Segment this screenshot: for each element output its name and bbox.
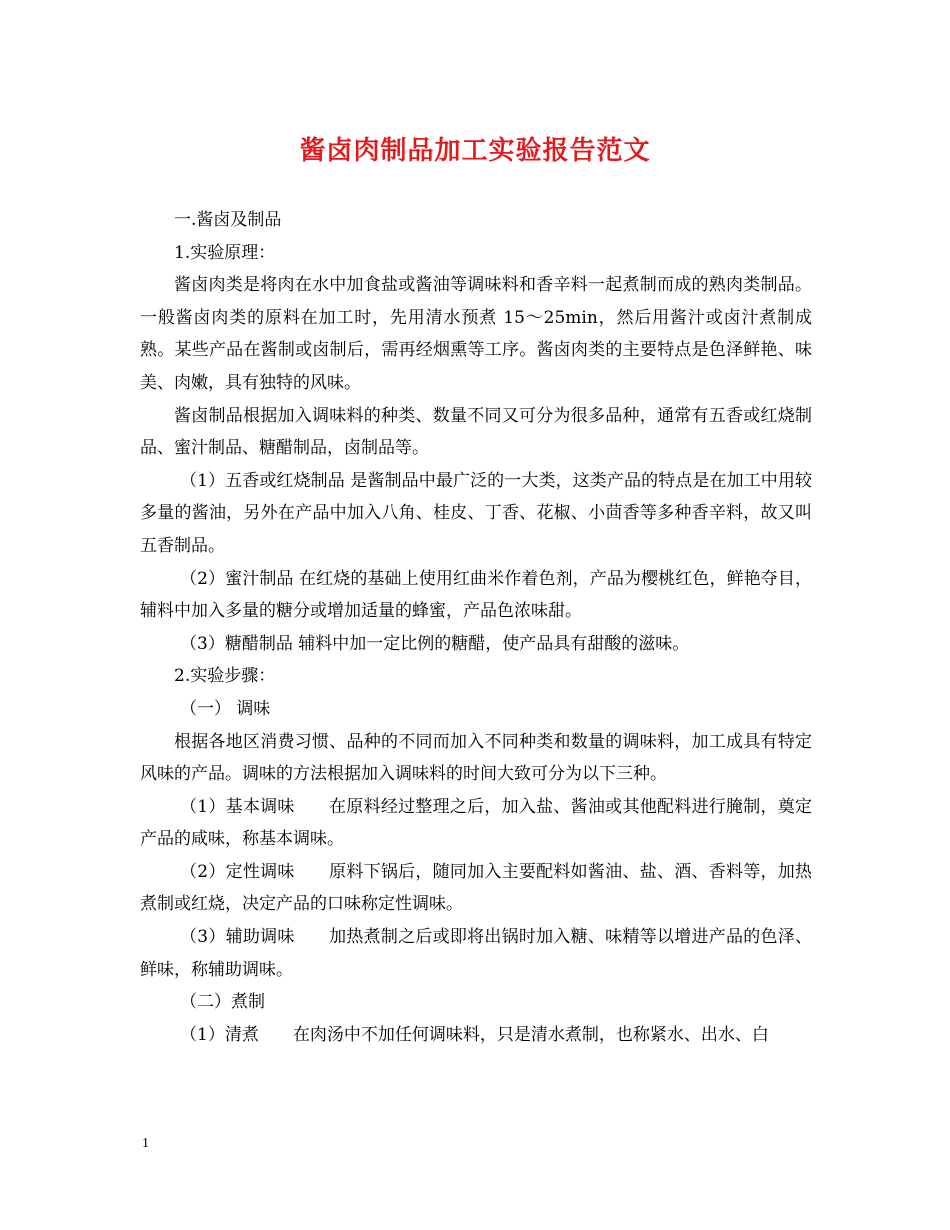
body-paragraph: 根据各地区消费习惯、品种的不同而加入不同种类和数量的调味料，加工成具有特定风味的产品。调味的方法根据加入调味料的时间大致可分为以下三种。 [140, 731, 812, 785]
subsection-heading: （一） 调味 [180, 698, 271, 719]
list-item: （2）蜜汁制品 在红烧的基础上使用红曲米作着色剂，产品为樱桃红色，鲜艳夺目，辅料中加入多量的糖分或增加适量的蜂蜜，产品色浓味甜。 [140, 568, 812, 622]
list-item: （3）辅助调味 加热煮制之后或即将出锅时加入糖、味精等以增进产品的色泽、鲜味，称辅助调味。 [140, 927, 812, 980]
subsection-heading: 1.实验原理： [174, 242, 276, 263]
body-paragraph: 酱卤制品根据加入调味料的种类、数量不同又可分为很多品种，通常有五香或红烧制品、蜜汁制品、糖醋制品，卤制品等。 [140, 405, 812, 459]
list-item: （1）基本调味 在原料经过整理之后，加入盐、酱油或其他配料进行腌制，奠定产品的咸味，称基本调味。 [140, 796, 812, 850]
list-item: （1）五香或红烧制品 是酱制品中最广泛的一大类，这类产品的特点是在加工中用较多量的酱油，另外在产品中加入八角、桂皮、丁香、花椒、小茴香等多种香辛料，故又叫五香制品。 [140, 470, 812, 556]
subsection-heading: 2.实验步骤： [174, 666, 276, 687]
section-heading: 一.酱卤及制品 [174, 210, 282, 230]
list-item: （3）糖醋制品 辅料中加一定比例的糖醋，使产品具有甜酸的滋味。 [180, 633, 690, 654]
page-number: 1 [142, 1136, 149, 1151]
subsection-heading: （二）煮制 [180, 992, 265, 1013]
page-title: 酱卤肉制品加工实验报告范文 [299, 136, 651, 166]
list-item: （1）清煮 在肉汤中不加任何调味料，只是清水煮制，也称紧水、出水、白 [180, 1024, 769, 1045]
document-body [140, 204, 812, 1051]
body-paragraph: 酱卤肉类是将肉在水中加食盐或酱油等调味料和香辛料一起煮制而成的熟肉类制品。一般酱卤肉类的原料在加工时，先用清水预煮 15～25min，然后用酱汁或卤汁煮制成熟。某些产品在酱制或卤制后，需再经烟熏等工序。酱卤肉类的主要特点是色泽鲜艳、味美、肉嫩，具有独特的风味。 [140, 275, 812, 393]
list-item: （2）定性调味 原料下锅后，随同加入主要配料如酱油、盐、酒、香料等，加热煮制或红烧，决定产品的口味称定性调味。 [140, 861, 812, 915]
